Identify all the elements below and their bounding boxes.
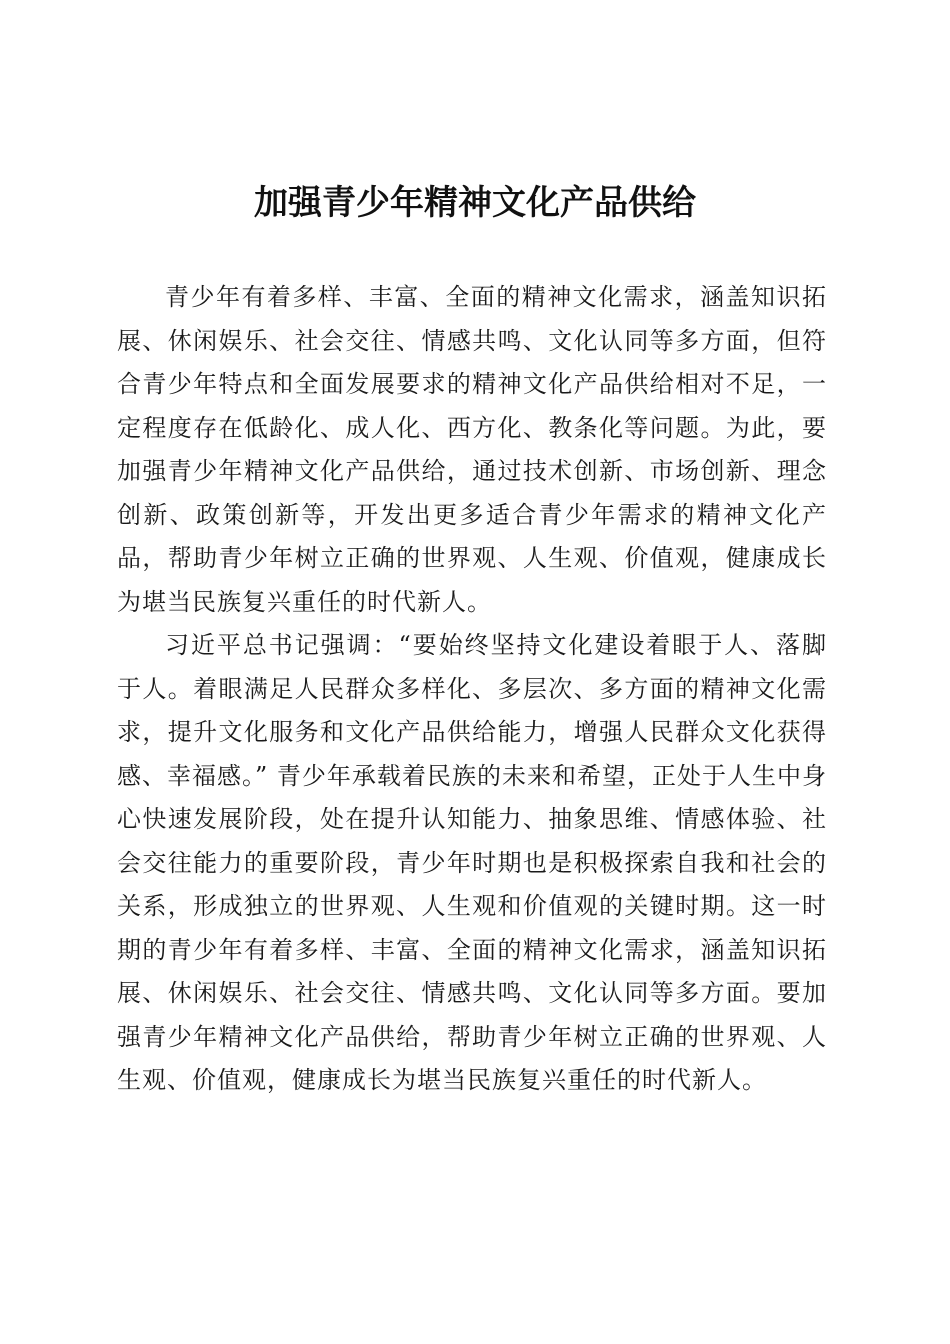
document-body	[117, 276, 827, 1103]
paragraph-2: 习近平总书记强调：“要始终坚持文化建设着眼于人、落脚于人。着眼满足人民群众多样化、多层次、多方面的精神文化需求，提升文化服务和文化产品供给能力，增强人民群众文化获得感、幸福感。” 青少年承载着民族的未来和希望，正处于人生中身心快速发展阶段，处在提升认知能力、抽象思维、情感体验、社会交往能力的重要阶段，青少年时期也是积极探索自我和社会的关系，形成独立的世界观、人生观和价值观的关键时期。这一时期的青少年有着多样、丰富、全面的精神文化需求，涵盖知识拓展、休闲娱乐、社会交往、情感共鸣、文化认同等多方面。要加强青少年精神文化产品供给，帮助青少年树立正确的世界观、人生观、价值观，健康成长为堪当民族复兴重任的时代新人。	[117, 631, 827, 1094]
document-title: 加强青少年精神文化产品供给	[254, 183, 696, 223]
paragraph-1: 青少年有着多样、丰富、全面的精神文化需求，涵盖知识拓展、休闲娱乐、社会交往、情感共鸣、文化认同等多方面，但符合青少年特点和全面发展要求的精神文化产品供给相对不足，一定程度存在低龄化、成人化、西方化、教条化等问题。为此，要加强青少年精神文化产品供给，通过技术创新、市场创新、理念创新、政策创新等，开发出更多适合青少年需求的精神文化产品，帮助青少年树立正确的世界观、人生观、价值观，健康成长为堪当民族复兴重任的时代新人。	[117, 283, 827, 616]
